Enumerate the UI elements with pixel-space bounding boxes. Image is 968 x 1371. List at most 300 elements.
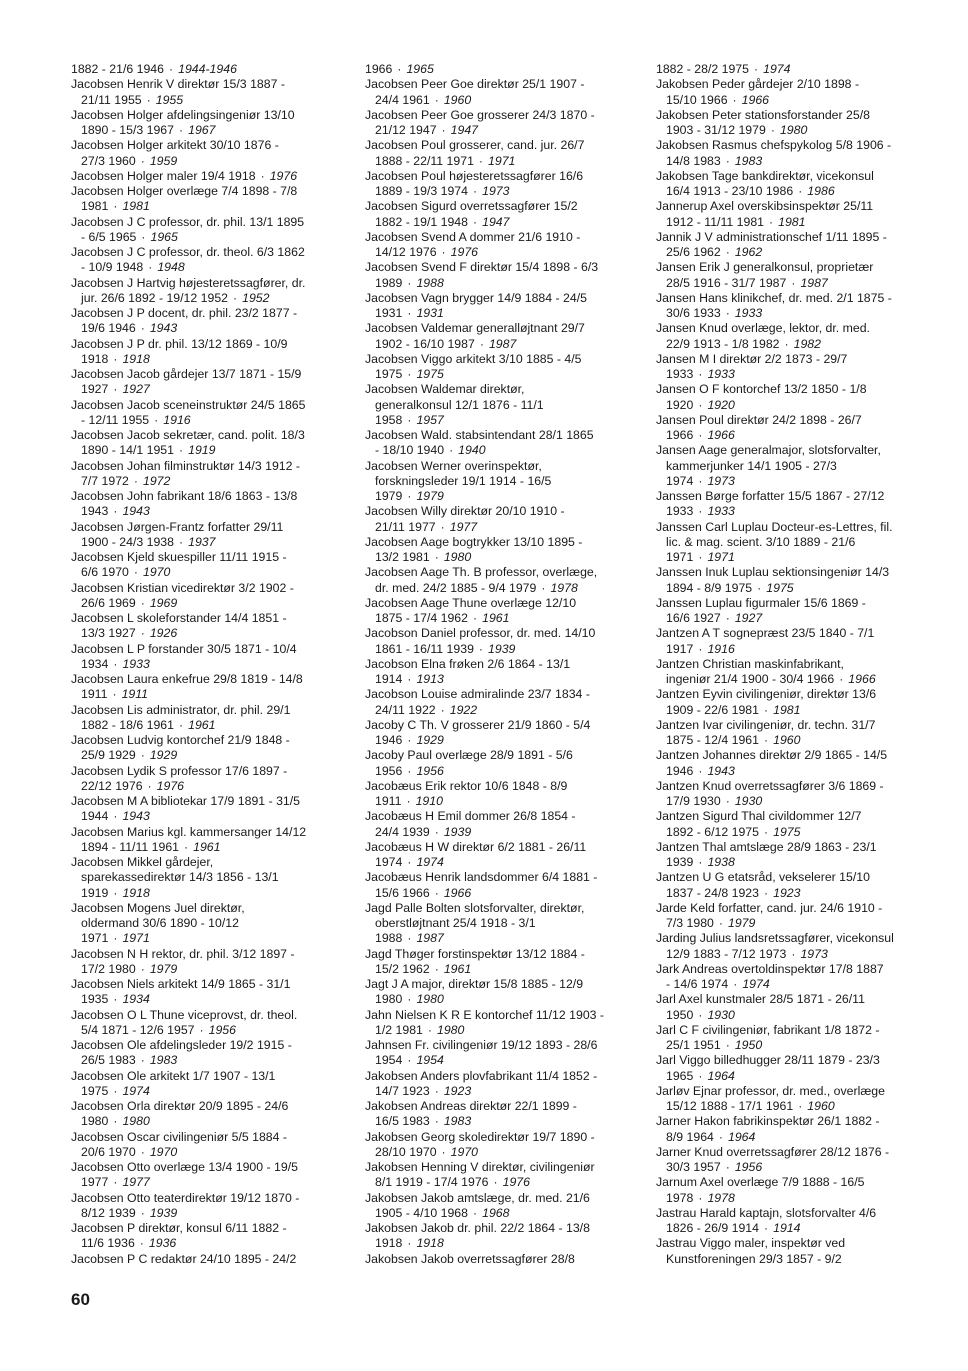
- entry-line-text: 1939: [666, 855, 694, 869]
- entry-text-continued: [365, 764, 650, 779]
- register-entry: [365, 748, 650, 779]
- separator-dot: ·: [718, 916, 723, 930]
- entry-year: 1939: [443, 824, 472, 839]
- separator-dot: ·: [798, 184, 803, 198]
- entry-text: [71, 1099, 356, 1114]
- separator-dot: ·: [113, 1175, 118, 1190]
- entry-line-text: Jark Andreas overtoldinspektør 17/8 1887: [656, 961, 884, 976]
- register-entry: [365, 977, 650, 1008]
- entry-line-text: Jacobsen Wald. stabsintendant 28/1 1865: [365, 428, 594, 442]
- entry-line-text: Jacobsen Jacob sekretær, cand. polit. 18/3: [71, 428, 305, 442]
- separator-dot: ·: [440, 519, 445, 534]
- entry-line-text: ingeniør 21/4 1900 - 30/4 1966: [666, 672, 835, 686]
- separator-dot: ·: [493, 1175, 498, 1190]
- entry-text-continued: [365, 1053, 650, 1068]
- entry-text: [71, 1221, 356, 1236]
- entry-year: 1940: [458, 443, 486, 458]
- register-entry: [365, 1008, 650, 1039]
- entry-line-text: 1943: [81, 504, 109, 519]
- entry-line-text: Jansen Aage generalmajor, slotsforvalter,: [656, 443, 881, 458]
- entry-line-text: 1894 - 11/11 1961: [81, 839, 180, 854]
- separator-dot: ·: [764, 1221, 769, 1235]
- entry-line-text: Jacobsen Peer Goe direktør 25/1 1907 -: [365, 77, 585, 92]
- separator-dot: ·: [757, 580, 762, 595]
- entry-year: 1939: [488, 641, 516, 656]
- separator-dot: ·: [113, 351, 118, 366]
- separator-dot: ·: [407, 489, 412, 503]
- entry-line-text: Jacobsen Holger afdelingsingeniør 13/10: [71, 107, 295, 122]
- separator-dot: ·: [113, 992, 118, 1007]
- entry-line-text: - 12/11 1955: [81, 412, 150, 427]
- entry-line-text: Jacobsen J Hartvig højesteretssagfører, dr.: [71, 275, 306, 290]
- entry-line-text: Jacobsen Otto teaterdirektør 19/12 1870 -: [71, 1190, 300, 1205]
- entry-text-continued: [71, 123, 356, 138]
- entry-text-continued: [365, 1206, 650, 1221]
- entry-text: [656, 931, 941, 946]
- entry-line-text: 1890 - 15/3 1967: [81, 123, 174, 137]
- entry-text: [656, 108, 941, 123]
- register-entry: [656, 1114, 941, 1145]
- entry-line-text: 11/6 1936: [81, 1236, 135, 1251]
- entry-text: [365, 947, 650, 962]
- entry-line-text: 1837 - 24/8 1923: [666, 885, 759, 900]
- entry-text-continued: [365, 611, 650, 626]
- register-entry: [365, 138, 650, 169]
- entry-year: 1976: [156, 778, 185, 793]
- entry-year: 1973: [800, 946, 828, 961]
- separator-dot: ·: [140, 961, 145, 976]
- register-entry: [365, 321, 650, 352]
- entry-line-text: sparekassedirektør 14/3 1856 - 13/1: [81, 870, 279, 885]
- entry-text: [71, 184, 356, 199]
- separator-dot: ·: [725, 1038, 730, 1052]
- separator-dot: ·: [478, 153, 484, 168]
- entry-text: [365, 687, 650, 702]
- entry-text-continued: [365, 306, 650, 321]
- separator-dot: ·: [140, 321, 145, 336]
- register-entry: [71, 855, 356, 901]
- register-entry: [656, 108, 941, 139]
- entry-year: 1961: [482, 611, 510, 625]
- separator-dot: ·: [140, 1205, 145, 1220]
- entry-text: [71, 581, 356, 596]
- entry-line-text: 1882 - 18/6 1961: [81, 717, 174, 732]
- register-entry: [656, 901, 941, 932]
- entry-text-continued: [365, 931, 650, 946]
- entry-text: [365, 62, 650, 77]
- entry-line-text: Jacobsen Johan filminstruktør 14/3 1912 -: [71, 458, 300, 473]
- entry-text-continued: [365, 916, 650, 931]
- entry-text: [71, 1038, 356, 1053]
- separator-dot: ·: [434, 92, 439, 107]
- entry-line-text: 13/3 1927: [81, 626, 136, 641]
- entry-text-continued: [365, 703, 650, 718]
- entry-line-text: 13/2 1981: [375, 550, 430, 564]
- entry-line-text: Jakobsen Henning V direktør, civilingeniør: [365, 1160, 595, 1174]
- entry-line-text: 1890 - 14/1 1951: [81, 443, 174, 458]
- entry-line-text: 1975: [375, 367, 403, 381]
- separator-dot: ·: [791, 275, 796, 290]
- entry-line-text: - 6/5 1965: [81, 229, 137, 244]
- entry-line-text: Jacobsen Kjeld skuespiller 11/11 1915 -: [71, 550, 287, 564]
- entry-text: [71, 977, 356, 992]
- entry-line-text: 1933: [666, 367, 694, 381]
- entry-text: [656, 992, 941, 1007]
- entry-line-text: 1/2 1981: [375, 1022, 423, 1037]
- entry-line-text: 1917: [666, 641, 694, 656]
- entry-text: [71, 138, 356, 153]
- register-entry: [71, 703, 356, 734]
- entry-line-text: 24/4 1961: [375, 92, 430, 107]
- entry-line-text: Jacobsen Svend F direktør 15/4 1898 - 6/3: [365, 260, 599, 275]
- entry-text: [71, 62, 356, 77]
- register-entry: [656, 77, 941, 108]
- entry-year: 1987: [488, 336, 517, 351]
- entry-text-continued: [656, 1038, 941, 1053]
- entry-line-text: Jastrau Viggo maler, inspektør ved: [656, 1236, 846, 1251]
- entry-year: 1933: [707, 504, 735, 519]
- entry-line-text: kammerjunker 14/1 1905 - 27/3: [666, 458, 837, 473]
- separator-dot: ·: [478, 641, 484, 656]
- entry-text-continued: [656, 550, 941, 565]
- separator-dot: ·: [407, 1053, 412, 1068]
- entry-text: [365, 748, 650, 763]
- register-entry: [71, 306, 356, 337]
- entry-line-text: Jarl Axel kunstmaler 28/5 1871 - 26/11: [656, 992, 865, 1007]
- entry-line-text: 1950: [666, 1007, 694, 1022]
- entry-year: 1983: [734, 153, 763, 168]
- separator-dot: ·: [407, 1236, 412, 1251]
- entry-text-continued: [656, 1252, 941, 1267]
- separator-dot: ·: [698, 397, 703, 412]
- separator-dot: ·: [698, 504, 703, 519]
- entry-line-text: 1965: [666, 1068, 694, 1083]
- entry-line-text: Jacoby Paul overlæge 28/9 1891 - 5/6: [365, 748, 573, 763]
- entry-line-text: 1934: [81, 656, 109, 671]
- entry-line-text: Jacobsen Kristian vicedirektør 3/2 1902 -: [71, 580, 294, 595]
- entry-line-text: Jacobsen J P docent, dr. phil. 23/2 1877 -: [71, 306, 298, 320]
- separator-dot: ·: [733, 977, 738, 991]
- separator-dot: ·: [770, 123, 775, 137]
- entry-line-text: 15/6 1966: [375, 885, 430, 900]
- entry-text-continued: [365, 1114, 650, 1129]
- entry-year: 1988: [416, 275, 444, 290]
- separator-dot: ·: [148, 260, 153, 275]
- entry-line-text: Janssen Inuk Luplau sektionsingeniør 14/3: [656, 565, 890, 580]
- entry-line-text: generalkonsul 12/1 1876 - 11/1: [375, 397, 544, 412]
- entry-year: 1913: [416, 672, 444, 686]
- entry-text: [71, 901, 356, 916]
- separator-dot: ·: [406, 794, 411, 808]
- separator-dot: ·: [407, 733, 412, 747]
- entry-line-text: 24/11 1922: [375, 702, 436, 717]
- entry-line-text: Jarnum Axel overlæge 7/9 1888 - 16/5: [656, 1175, 865, 1190]
- entry-text: [656, 687, 941, 702]
- separator-dot: ·: [754, 62, 759, 76]
- entry-line-text: 1978: [666, 1190, 694, 1205]
- entry-year: 1975: [773, 824, 801, 839]
- entry-year: 1923: [443, 1083, 472, 1098]
- entry-text: [365, 428, 650, 443]
- entry-line-text: Jahn Nielsen K R E kontorchef 11/12 1903 -: [365, 1007, 605, 1022]
- entry-text: [365, 199, 650, 214]
- entry-line-text: Jacobsen Lydik S professor 17/6 1897 -: [71, 763, 288, 778]
- entry-line-text: Jakobsen Jakob amtslæge, dr. med. 21/6: [365, 1190, 590, 1205]
- register-entry: [365, 779, 650, 810]
- entry-text-continued: [365, 184, 650, 199]
- entry-text-continued: [71, 321, 356, 336]
- entry-year: 1979: [727, 916, 756, 930]
- entry-text: [71, 215, 356, 230]
- register-entry: [71, 459, 356, 490]
- entry-line-text: 1974: [375, 855, 403, 869]
- entry-year: 1976: [450, 245, 479, 259]
- entry-text-continued: [656, 123, 941, 138]
- register-entry: [71, 184, 356, 215]
- entry-line-text: Jacobsen Jørgen-Frantz forfatter 29/11: [71, 519, 284, 534]
- entry-line-text: Jacobsen Niels arkitekt 14/9 1865 - 31/1: [71, 977, 291, 991]
- entry-line-text: dr. med. 24/2 1885 - 9/4 1979: [375, 580, 537, 595]
- entry-text: [656, 1145, 941, 1160]
- entry-text-continued: [656, 916, 941, 931]
- entry-text-continued: [365, 123, 650, 138]
- register-entry: [656, 199, 941, 230]
- entry-line-text: Jarl Viggo billedhugger 28/11 1879 - 23/3: [656, 1053, 880, 1068]
- register-entry: [656, 1023, 941, 1054]
- entry-text-continued: [71, 413, 356, 428]
- entry-line-text: Jarl C F civilingeniør, fabrikant 1/8 1872 -: [656, 1022, 880, 1037]
- register-entry: [656, 169, 941, 200]
- separator-dot: ·: [407, 855, 412, 869]
- entry-line-text: 1903 - 31/12 1979: [666, 123, 766, 137]
- entry-line-text: Jacobsen Mikkel gårdejer,: [71, 855, 214, 869]
- entry-text-continued: [71, 352, 356, 367]
- entry-year: 1955: [155, 92, 184, 107]
- entry-line-text: Jansen Erik J generalkonsul, proprietær: [656, 260, 874, 275]
- entry-year: 1919: [188, 443, 216, 458]
- entry-text-continued: [71, 291, 356, 306]
- entry-text: [71, 306, 356, 321]
- entry-text-continued: [71, 1023, 356, 1038]
- entry-text: [365, 1252, 650, 1267]
- entry-line-text: Jansen Poul direktør 24/2 1898 - 26/7: [656, 412, 862, 427]
- entry-year: 1936: [148, 1236, 177, 1251]
- entry-line-text: Jakobsen Rasmus chefspykolog 5/8 1906 -: [656, 138, 892, 153]
- entry-text: [656, 1114, 941, 1129]
- entry-text: [365, 77, 650, 92]
- register-entry: [656, 413, 941, 444]
- entry-line-text: - 10/9 1948: [81, 260, 144, 275]
- entry-line-text: Jannerup Axel overskibsinspektør 25/11: [656, 199, 874, 214]
- entry-text: [656, 77, 941, 92]
- entry-year: 1987: [416, 931, 444, 946]
- entry-year: 1929: [416, 733, 444, 747]
- separator-dot: ·: [179, 443, 184, 458]
- entry-line-text: 1875 - 12/4 1961: [666, 733, 759, 747]
- entry-line-text: 28/5 1916 - 31/7 1987: [666, 275, 787, 290]
- entry-line-text: Jantzen Thal amtslæge 28/9 1863 - 23/1: [656, 839, 877, 854]
- entry-line-text: 12/9 1883 - 7/12 1973: [666, 946, 787, 961]
- register-entry: [365, 809, 650, 840]
- entry-text: [365, 977, 650, 992]
- entry-year: 1969: [149, 595, 178, 610]
- entry-year: 1981: [122, 199, 150, 214]
- entry-line-text: 28/10 1970: [375, 1144, 437, 1159]
- entry-year: 1916: [707, 641, 735, 656]
- entry-text: [365, 321, 650, 336]
- entry-year: 1976: [502, 1175, 530, 1190]
- entry-year: 1971: [122, 931, 150, 946]
- entry-text: [365, 1038, 650, 1053]
- entry-text-continued: [656, 581, 941, 596]
- entry-line-text: 1946: [375, 733, 403, 747]
- entry-line-text: 1875 - 17/4 1962: [375, 611, 468, 625]
- entry-text: [71, 733, 356, 748]
- separator-dot: ·: [407, 275, 412, 290]
- entry-year: 1920: [707, 397, 735, 412]
- entry-line-text: Jacobsen John fabrikant 18/6 1863 - 13/8: [71, 489, 298, 503]
- entry-line-text: Jacobsen Oscar civilingeniør 5/5 1884 -: [71, 1129, 287, 1144]
- entry-text-continued: [365, 337, 650, 352]
- entry-text: [656, 870, 941, 885]
- entry-line-text: Jacobæus H Emil dommer 26/8 1854 -: [365, 809, 576, 824]
- entry-text-continued: [656, 1221, 941, 1236]
- register-entry: [656, 809, 941, 840]
- entry-line-text: Kunstforeningen 29/3 1857 - 9/2: [666, 1251, 842, 1266]
- entry-text-continued: [71, 1084, 356, 1099]
- separator-dot: ·: [725, 611, 730, 625]
- separator-dot: ·: [698, 473, 703, 488]
- entry-text: [365, 1008, 650, 1023]
- entry-line-text: Jastrau Harald kaptajn, slotsforvalter 4/6: [656, 1205, 877, 1220]
- entry-line-text: 21/12 1947: [375, 123, 437, 137]
- entry-line-text: 22/9 1913 - 1/8 1982: [666, 336, 780, 351]
- entry-line-text: - 18/10 1940: [375, 443, 445, 458]
- entry-text: [365, 870, 650, 885]
- register-entry: [365, 260, 650, 291]
- entry-line-text: Jacobsen Aage Th. B professor, overlæge,: [365, 565, 598, 580]
- entry-year: 1974: [122, 1083, 150, 1098]
- entry-line-text: 1909 - 22/6 1981: [666, 702, 759, 717]
- entry-line-text: 1981: [81, 199, 109, 214]
- entry-line-text: Jantzen Sigurd Thal civildommer 12/7: [656, 809, 862, 824]
- entry-text-continued: [656, 1008, 941, 1023]
- entry-text-continued: [71, 1053, 356, 1068]
- entry-text-continued: [365, 474, 650, 489]
- entry-text: [656, 1206, 941, 1221]
- entry-year: 1980: [122, 1114, 150, 1129]
- separator-dot: ·: [541, 580, 546, 595]
- register-entry: [656, 489, 941, 520]
- register-entry: [71, 901, 356, 947]
- entry-line-text: 14/8 1983: [666, 153, 721, 168]
- entry-text-continued: [71, 474, 356, 489]
- separator-dot: ·: [407, 992, 412, 1007]
- register-entry: [656, 62, 941, 77]
- entry-text-continued: [656, 764, 941, 779]
- entry-text: [365, 459, 650, 474]
- entry-year: 1964: [727, 1129, 756, 1144]
- entry-text-continued: [71, 1114, 356, 1129]
- entry-text: [71, 77, 356, 92]
- entry-line-text: Jacobsen Holger arkitekt 30/10 1876 -: [71, 138, 279, 153]
- entry-line-text: Jakobsen Peter stationsforstander 25/8: [656, 107, 870, 122]
- entry-line-text: 17/9 1930: [666, 794, 721, 808]
- entry-text: [656, 321, 941, 336]
- entry-text: [656, 565, 941, 580]
- entry-line-text: lic. & mag. scient. 3/10 1889 - 21/6: [666, 534, 856, 549]
- entry-line-text: Jantzen Eyvin civilingeniør, direktør 13/6: [656, 687, 877, 702]
- entry-year: 1973: [707, 473, 735, 488]
- entry-year: 1976: [269, 168, 298, 183]
- separator-dot: ·: [473, 611, 478, 625]
- entry-text: [656, 199, 941, 214]
- entry-text-continued: [71, 779, 356, 794]
- entry-text-continued: [656, 1099, 941, 1114]
- entry-line-text: 1933: [666, 504, 694, 519]
- entry-text: [365, 1069, 650, 1084]
- separator-dot: ·: [133, 473, 138, 488]
- separator-dot: ·: [434, 885, 439, 900]
- entry-year: 1978: [550, 580, 578, 595]
- register-column-3: [656, 62, 941, 1267]
- entry-text: [71, 108, 356, 123]
- entry-text-continued: [656, 642, 941, 657]
- entry-text: [656, 1236, 941, 1251]
- separator-dot: ·: [113, 809, 118, 824]
- register-entry: [656, 382, 941, 413]
- entry-year: 1959: [149, 153, 178, 168]
- entry-text-continued: [71, 93, 356, 108]
- separator-dot: ·: [113, 199, 118, 214]
- entry-line-text: 1974: [666, 473, 694, 488]
- entry-text-continued: [71, 840, 356, 855]
- entry-year: 1971: [707, 550, 735, 564]
- entry-text-continued: [71, 626, 356, 641]
- entry-text-continued: [71, 870, 356, 885]
- entry-year: 1961: [193, 839, 221, 854]
- entry-year: 1973: [482, 184, 510, 198]
- entry-line-text: 1826 - 26/9 1914: [666, 1221, 759, 1235]
- entry-line-text: jur. 26/6 1892 - 19/12 1952: [81, 290, 228, 305]
- entry-line-text: 1935: [81, 992, 109, 1007]
- separator-dot: ·: [441, 123, 446, 137]
- entry-text: [365, 626, 650, 641]
- entry-text-continued: [656, 504, 941, 519]
- entry-year: 1939: [149, 1205, 178, 1220]
- entry-text-continued: [71, 916, 356, 931]
- entry-year: 1978: [707, 1190, 735, 1205]
- register-entry: [71, 1130, 356, 1161]
- entry-line-text: 25/6 1962: [666, 245, 721, 259]
- entry-text-continued: [656, 703, 941, 718]
- register-entry: [656, 931, 941, 962]
- entry-text: [365, 596, 650, 611]
- separator-dot: ·: [473, 1205, 478, 1220]
- entry-year: 1934: [122, 992, 150, 1007]
- register-entry: [365, 535, 650, 566]
- separator-dot: ·: [434, 961, 439, 976]
- entry-text: [71, 947, 356, 962]
- entry-year: 1972: [142, 473, 171, 488]
- entry-text: [71, 672, 356, 687]
- entry-text-continued: [365, 1023, 650, 1038]
- entry-line-text: Jarding Julius landsretssagfører, vicekonsul: [656, 931, 894, 946]
- register-entry: [365, 108, 650, 139]
- separator-dot: ·: [764, 885, 769, 900]
- register-entry: [365, 230, 650, 261]
- entry-line-text: 1977: [81, 1175, 109, 1190]
